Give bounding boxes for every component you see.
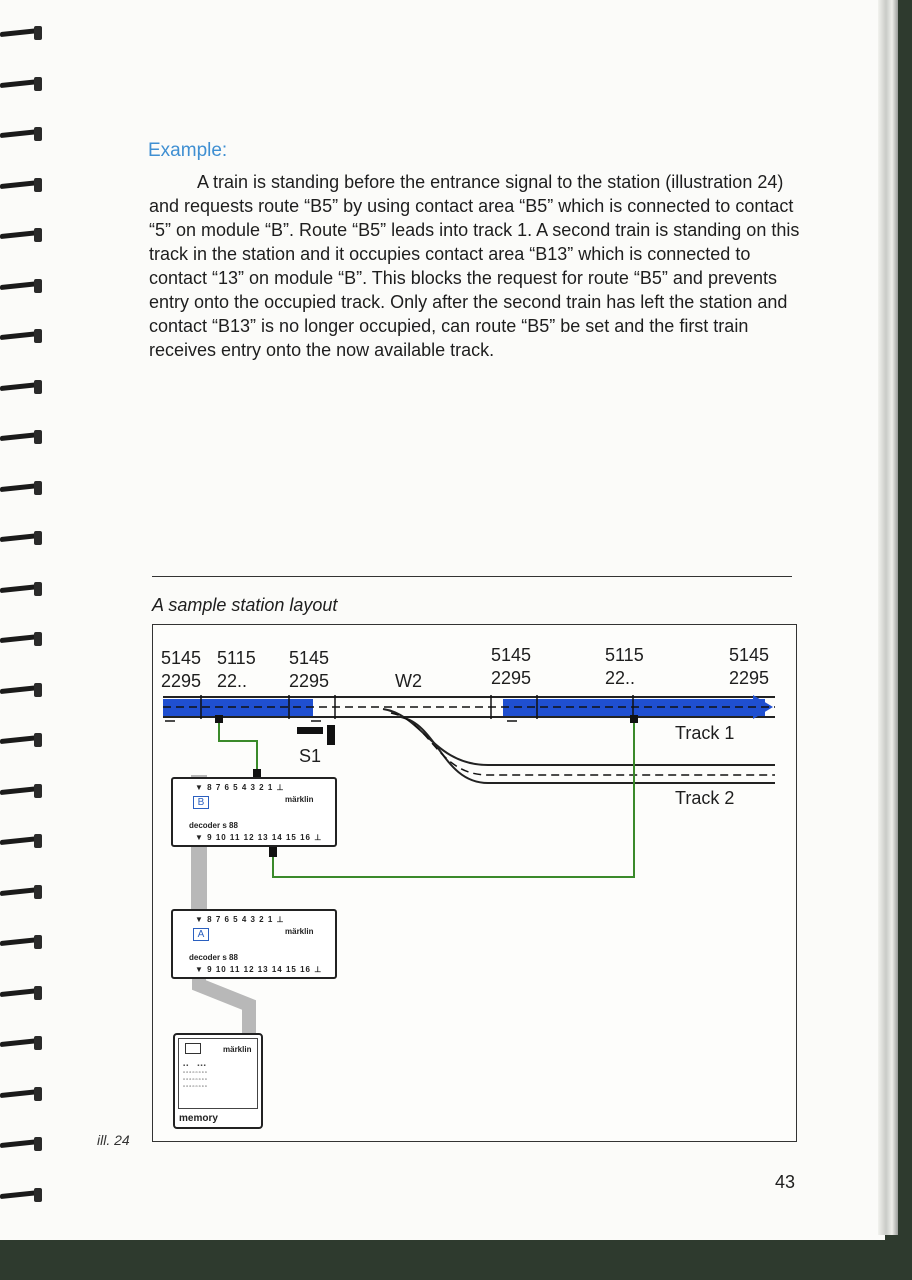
binding-hole xyxy=(34,1087,42,1101)
spiral-coil xyxy=(0,681,42,699)
spiral-coil xyxy=(0,832,42,850)
signal-body xyxy=(297,727,323,734)
label-l3-bottom: 2295 xyxy=(289,671,330,691)
spiral-coil xyxy=(0,630,42,648)
spiral-coil xyxy=(0,731,42,749)
binding-hole xyxy=(34,279,42,293)
module-pins-top: ▼ 8 7 6 5 4 3 2 1 ⊥ xyxy=(195,915,285,924)
spiral-coil xyxy=(0,782,42,800)
module-pins-top: ▼ 8 7 6 5 4 3 2 1 ⊥ xyxy=(195,783,285,792)
memory-display xyxy=(185,1043,201,1054)
spiral-coil xyxy=(0,75,42,93)
spiral-coil xyxy=(0,1034,42,1052)
module-brand: märklin xyxy=(285,927,314,936)
wire-terminal xyxy=(269,847,277,857)
spiral-coil xyxy=(0,1135,42,1153)
page-number: 43 xyxy=(775,1172,796,1192)
binding-hole xyxy=(34,1036,42,1050)
binding-hole xyxy=(34,127,42,141)
label-r3-top: 5145 xyxy=(729,645,770,665)
spiral-coil xyxy=(0,1186,42,1204)
station-layout-figure xyxy=(152,624,797,1142)
figure-caption: A sample station layout xyxy=(152,595,338,615)
binding-hole xyxy=(34,986,42,1000)
example-heading: Example: xyxy=(148,140,228,161)
memory-keypad: ▪▪ ▪▪▪ ▫▫▫▫▫▫▫▫ ▫▫▫▫▫▫▫▫ ▫▫▫▫▫▫▫▫ xyxy=(183,1063,209,1090)
decoder-module-b xyxy=(171,777,337,847)
module-pins-bottom: ▼ 9 10 11 12 13 14 15 16 ⊥ xyxy=(195,833,323,842)
wire-terminal xyxy=(253,769,261,777)
spiral-coil xyxy=(0,327,42,345)
label-r3-bottom: 2295 xyxy=(729,668,770,688)
example-paragraph: A train is standing before the entrance signal to the station (illustration 24) and requests route “B5” by using contact area “B5” which is connected to contact “5” on module “B”. Route “B5” leads into track 1. A second train is standing on this track in the station and it occupies contact area “B13” which is connected to contact “13” on module “B”. This blocks the request for route “B5” and prevents entry onto the occupied track. Only after the second train has left the station and contact “B13” is no longer occupied, can route “B5” be set and the first train receives entry onto the now available track. xyxy=(149,172,800,360)
label-l1-top: 5145 xyxy=(161,648,202,668)
wire-terminal xyxy=(630,715,638,723)
binding-hole xyxy=(34,77,42,91)
binding-hole xyxy=(34,329,42,343)
binding-hole xyxy=(34,935,42,949)
binding-hole xyxy=(34,531,42,545)
memory-unit xyxy=(173,1033,263,1129)
binding-hole xyxy=(34,683,42,697)
label-l3-top: 5145 xyxy=(289,648,330,668)
spiral-coil xyxy=(0,277,42,295)
module-letter: A xyxy=(193,928,209,941)
binding-hole xyxy=(34,178,42,192)
spiral-coil xyxy=(0,883,42,901)
binding-hole xyxy=(34,885,42,899)
spiral-coil xyxy=(0,1085,42,1103)
spiral-coil xyxy=(0,529,42,547)
wire-contact-b5 xyxy=(219,717,257,775)
label-r2-bottom: 22.. xyxy=(605,668,636,688)
section-divider xyxy=(152,576,792,577)
module-letter: B xyxy=(193,796,209,809)
label-l2-bottom: 22.. xyxy=(217,671,248,691)
binding-hole xyxy=(34,582,42,596)
memory-brand: märklin xyxy=(223,1045,252,1054)
spiral-coil xyxy=(0,933,42,951)
signal-mast xyxy=(327,725,335,745)
spiral-coil xyxy=(0,580,42,598)
spiral-coil xyxy=(0,125,42,143)
binding-hole xyxy=(34,1188,42,1202)
label-l2-top: 5115 xyxy=(217,648,256,668)
binding-hole xyxy=(34,834,42,848)
label-r2-top: 5115 xyxy=(605,645,644,665)
binding-hole xyxy=(34,784,42,798)
label-track2: Track 2 xyxy=(675,788,735,808)
spiral-coil xyxy=(0,428,42,446)
cable xyxy=(191,847,207,913)
spiral-coil xyxy=(0,226,42,244)
label-r1-bottom: 2295 xyxy=(491,668,532,688)
decoder-module-a xyxy=(171,909,337,979)
page-edge xyxy=(878,0,898,1235)
spiral-binding xyxy=(0,0,44,1240)
spiral-coil xyxy=(0,378,42,396)
spiral-coil xyxy=(0,176,42,194)
label-track1: Track 1 xyxy=(675,723,735,743)
binding-hole xyxy=(34,380,42,394)
wire-terminal xyxy=(215,715,223,723)
label-l1-bottom: 2295 xyxy=(161,671,202,691)
label-r1-top: 5145 xyxy=(491,645,532,665)
binding-hole xyxy=(34,632,42,646)
illustration-number: ill. 24 xyxy=(97,1132,130,1148)
module-name: decoder s 88 xyxy=(189,953,238,962)
module-pins-bottom: ▼ 9 10 11 12 13 14 15 16 ⊥ xyxy=(195,965,323,974)
memory-label: memory xyxy=(179,1113,218,1124)
module-name: decoder s 88 xyxy=(189,821,238,830)
binding-hole xyxy=(34,1137,42,1151)
binding-hole xyxy=(34,430,42,444)
label-switch: W2 xyxy=(395,671,422,691)
spiral-coil xyxy=(0,24,42,42)
binding-hole xyxy=(34,733,42,747)
spiral-coil xyxy=(0,984,42,1002)
binding-hole xyxy=(34,228,42,242)
module-brand: märklin xyxy=(285,795,314,804)
spiral-coil xyxy=(0,479,42,497)
contact-section-left xyxy=(163,699,313,716)
binding-hole xyxy=(34,26,42,40)
binding-hole xyxy=(34,481,42,495)
label-signal: S1 xyxy=(299,746,322,766)
